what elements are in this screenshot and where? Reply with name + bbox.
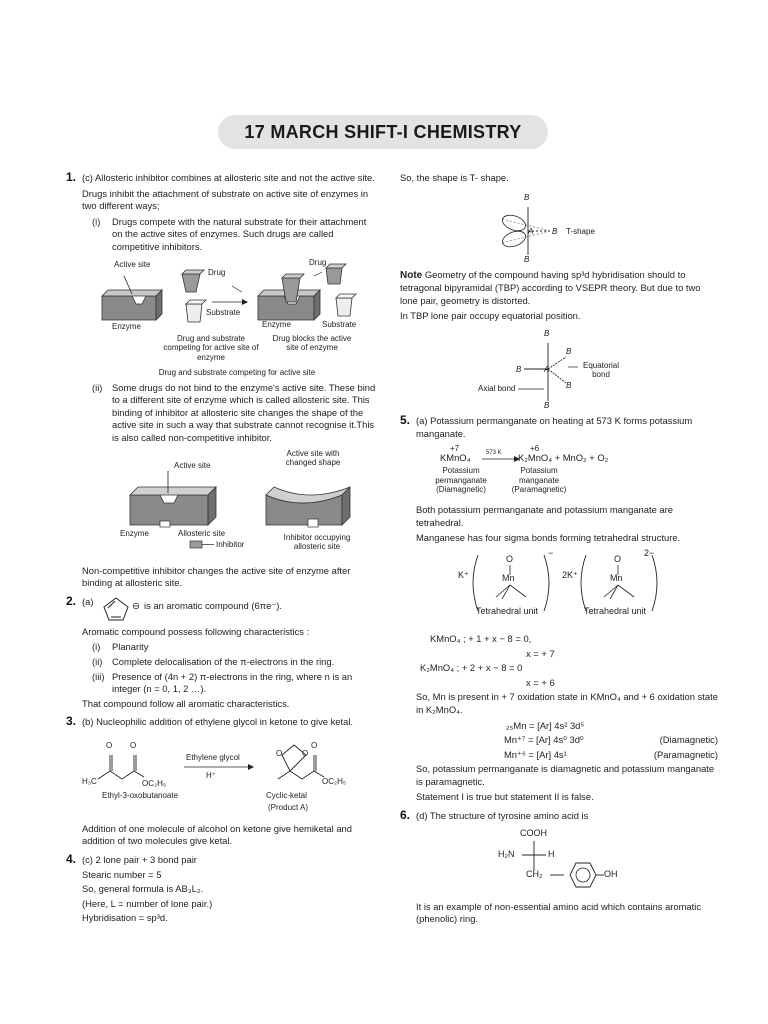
axial-label: Axial bond: [478, 383, 516, 393]
answer-intro: (c) Allosteric inhibitor combines at allosteric site and not the active site.: [82, 172, 375, 183]
paragraph: Both potassium permanganate and potassium manganate are tetrahedral.: [416, 504, 673, 528]
competitive-inhibition-figure: [82, 258, 378, 378]
label-drug: Drug: [309, 257, 327, 267]
label-inhibitor-occupying: Inhibitor occupying allosteric site: [283, 532, 351, 552]
question-number: 6.: [400, 808, 411, 823]
reaction-scheme: [82, 733, 378, 813]
answer-intro: (b) Nucleophilic addition of ethylene glycol in ketone to give ketal.: [82, 716, 354, 728]
question-3: [66, 716, 378, 848]
question-number: 4.: [66, 852, 77, 867]
question-4: 4. (c) 2 lone pair + 3 bond pair Stearic number = 5 So, general formula is AB₃L₂. (Here, L = number of lone pair.) Hybridisation = sp³d.: [66, 852, 213, 924]
paragraph: So, potassium permanganate is diamagnetic and potassium manganate is paramagnetic.: [416, 763, 715, 787]
question-5: 5. (a) Potassium permanganate on heating at 573 K forms potassium manganate. +7 +6 KMnO₄ 573 K K₂MnO₄ + MnO₂ + O₂ Potassium permanganate (Diamagnetic) Potassium manganate (Paramagnetic) Both potassium permanganate and potassium manganate are tetrahedral. Manganese has four sigma bonds forming tetrahedral structure. K⁺ − O Mn Tetrahedral unit 2K⁺ 2− O Mn Tetrahedral unit KMnO₄ ; + 1 + x − 8 = 0, x = + 7 K₂MnO₄ ; + 2 + x − 8 = 0 x = + 6 So, Mn is present in + 7 oxidation state in KMnO₄ and + 6 oxidation state in K₂MnO₄. ₂₅Mn = [Ar] 4s² 3d⁵ Mn⁺⁷ = [Ar] 4s⁰ 3d⁰ (Diamagnetic) Mn⁺⁶ = [Ar] 4s¹ (Paramagnetic) So, potassium permanganate is diamagnetic and potassium manganate is paramagnetic. Statement I is true but statement II is false.: [400, 412, 718, 803]
question-number: 1.: [66, 170, 77, 184]
question-number: 3.: [66, 714, 77, 729]
answer-intro: (d) The structure of tyrosine amino acid is: [416, 810, 589, 822]
list-item: (i) Planarity: [92, 641, 149, 653]
list-item: (ii) Some drugs do not bind to the enzyme's active site. These bind to a different site of enzyme which is called allosteric site. This binding of inhibitor at allosteric site changes the shape of the active site in such a way that substrate cannot recognise it.This is also called non-competitive inhibitor.: [92, 381, 376, 443]
paragraph: Aromatic compound possess following characteristics :: [82, 625, 310, 637]
label-enzyme: Enzyme: [262, 319, 291, 329]
label-allosteric-site: Allosteric site: [178, 528, 226, 538]
product-name: Cyclic-ketal: [266, 790, 307, 800]
decomposition-equation: +7 +6 KMnO₄ 573 K K₂MnO₄ + MnO₂ + O₂ Potassium permanganate (Diamagnetic) Potassium manganate (Paramagnetic): [435, 444, 609, 495]
right-column: [400, 172, 718, 932]
paragraph: So, the shape is T- shape.: [400, 172, 509, 183]
answer-row: (a) ⊖ is an aromatic compound (6πe⁻).: [82, 596, 378, 626]
tbp-figure: B B B A B B Equatorial bond Axial bond: [400, 327, 718, 411]
label-enzyme: Enzyme: [120, 528, 149, 538]
question-6: [400, 810, 718, 926]
reagent-label: Ethylene glycol: [186, 752, 240, 762]
paragraph: That compound follow all aromatic characteristics.: [82, 697, 290, 709]
paragraph: In TBP lone pair occupy equatorial position.: [400, 310, 581, 322]
paragraph: It is an example of non-essential amino acid which contains aromatic (phenolic) ring.: [416, 900, 702, 925]
figure-caption: Drug and substrate competing for active site: [158, 367, 316, 377]
equatorial-label: Equatorial bond: [582, 360, 620, 380]
page-title: 17 MARCH SHIFT-I CHEMISTRY: [218, 115, 548, 149]
caption-competing: Drug and substrate competing for active site of enzyme: [163, 333, 259, 362]
question-1: [66, 172, 378, 590]
question-number: 2.: [66, 593, 77, 608]
label-active-site: Active site: [174, 460, 211, 470]
list-item: (ii) Complete delocalisation of the π-electrons in the ring.: [92, 655, 335, 667]
list-item: (iii) Presence of (4n + 2) π-electrons in the ring, where n is an integer (n = 0, 1, 2 …).: [92, 670, 353, 695]
cyclopentadienyl-structure: [102, 596, 130, 622]
paragraph: Non-competitive inhibitor changes the active site of enzyme after binding at allosteric site.: [82, 564, 351, 589]
tetrahedral-label: Tetrahedral unit: [476, 605, 539, 616]
reactant-name: Ethyl-3-oxobutanoate: [102, 790, 179, 800]
question-2: [66, 593, 378, 711]
label-enzyme: Enzyme: [112, 321, 141, 331]
label-substrate: Substrate: [206, 307, 241, 317]
ketal-reaction-figure: O O H₃C OC₂H₅ Ethylene glycol H⁺ O O O OC₂H₅ Ethyl-3-oxobutanoate Cyclic-ketal (Product A): [82, 733, 378, 819]
product-label: (Product A): [268, 802, 309, 812]
paragraph: Addition of one molecule of alcohol on ketone give hemiketal and addition of two molecules give ketal.: [82, 822, 352, 847]
answer-intro: (a) Potassium permanganate on heating at 573 K forms potassium manganate.: [416, 414, 693, 439]
t-shape-label: T-shape: [566, 226, 595, 236]
reaction-arrow: [482, 455, 522, 463]
tyrosine-svg: [416, 827, 616, 893]
paragraph: So, Mn is present in + 7 oxidation state in KMnO₄ and + 6 oxidation state in K₂MnO₄.: [416, 691, 718, 715]
note: Note Geometry of the compound having sp³d hybridisation should to tetragonal bipyramidal (TBP) according to VSEPR theory. But due to two lone pair, geometry is distorted.: [400, 268, 701, 306]
label-active-site: Active site: [114, 259, 151, 269]
list-item: (i) Drugs compete with the natural substrate for their attachment on the active sites of enzymes. Such drugs are called competitive inhibitors.: [92, 215, 367, 252]
left-column: [66, 172, 378, 931]
caption-blocks: Drug blocks the active site of enzyme: [272, 333, 352, 353]
non-competitive-inhibition-figure: [82, 449, 378, 561]
label-drug: Drug: [208, 267, 226, 277]
label-inhibitor: Inhibitor: [216, 539, 245, 549]
tetrahedral-structures: K⁺ − O Mn Tetrahedral unit 2K⁺ 2− O Mn Tetrahedral unit: [416, 549, 718, 629]
tetrahedral-label: Tetrahedral unit: [584, 605, 647, 616]
tyrosine-structure: COOH H₂N H CH₂ OH: [416, 827, 718, 897]
t-shape-figure: B A B T-shape B: [400, 189, 718, 265]
paragraph: Manganese has four sigma bonds forming tetrahedral structure.: [416, 532, 681, 544]
question-number: 5.: [400, 412, 411, 427]
paragraph: Drugs inhibit the attachment of substrate on active site of enzymes in two different ways;: [82, 187, 369, 212]
label-changed-shape: Active site with changed shape: [285, 448, 341, 468]
paragraph: Statement I is true but statement II is false.: [416, 791, 594, 803]
label-substrate: Substrate: [322, 319, 357, 329]
